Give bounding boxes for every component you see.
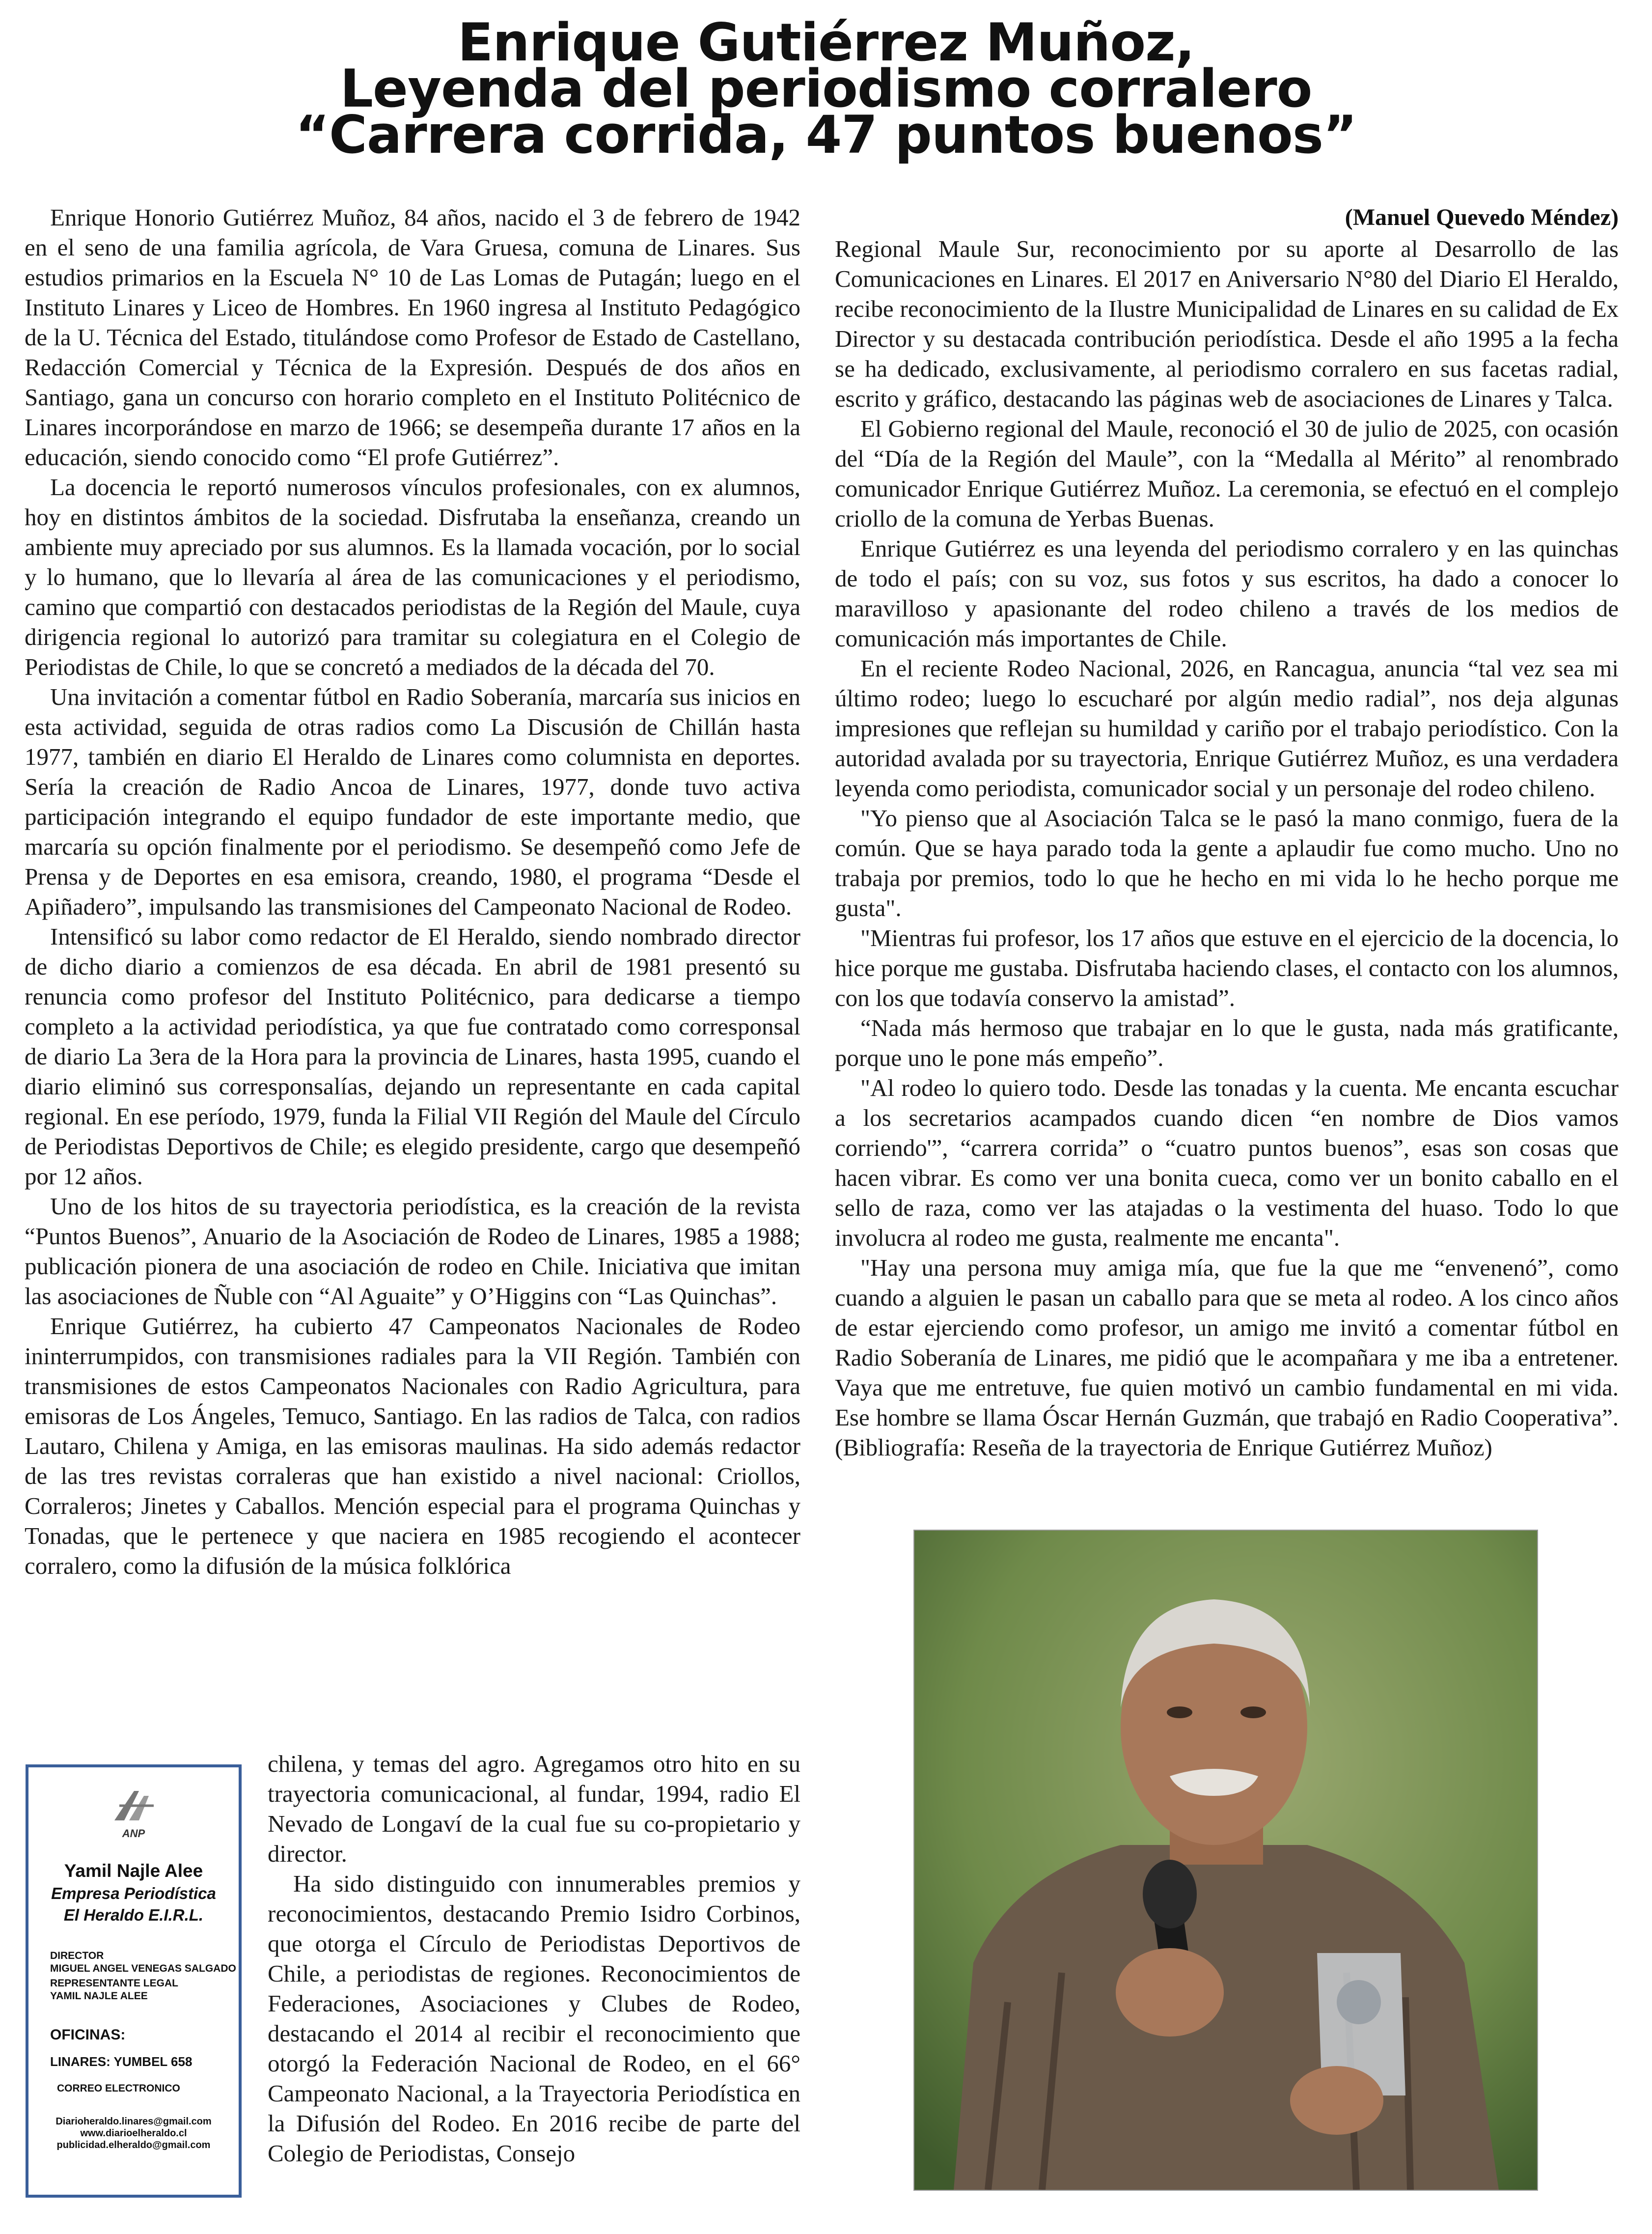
paragraph: Regional Maule Sur, reconocimiento por su aporte al Desarrollo de las Comunicaciones en Linares. El 2017 en Aniversario N°80 del Diario El Heraldo, recibe reconocimiento de la Ilustre Municipalidad de Linares en su calidad de Ex Director y su destacada contribución periodística. Desde el año 1995 a la fecha se ha dedicado, exclusivamente, al periodismo corralero en sus facetas radial, escrito y gráfico, destacando las páginas web de asociaciones de Linares y Talca. <box>835 235 1619 412</box>
portrait-illustration <box>914 1531 1537 2190</box>
quote-paragraph: "Mientras fui profesor, los 17 años que estuve en el ejercicio de la docencia, lo hice porque me gustaba. Disfrutaba haciendo clases, el contacto con los alumnos, con los que todavía conservo la amistad”. <box>835 924 1619 1011</box>
masthead-box <box>26 1764 242 2198</box>
left-column-continuation <box>268 1749 800 2168</box>
title-line-1: Enrique Gutiérrez Muñoz, <box>457 12 1195 73</box>
quote-paragraph: "Yo pienso que al Asociación Talca se le pasó la mano conmigo, fuera de la común. Que se haya parado toda la gente a aplaudir fue como mucho. Uno no trabaja por premios, todo lo que he hecho en mi vida lo he hecho porque me gusta". <box>835 805 1619 922</box>
advertising-email-link[interactable]: publicidad.elheraldo@gmail.com <box>56 2140 211 2150</box>
website-link[interactable]: www.diarioelheraldo.cl <box>80 2128 187 2139</box>
offices-label: OFICINAS: <box>50 2027 126 2043</box>
offices-value: LINARES: YUMBEL 658 <box>50 2054 193 2069</box>
representative-name: YAMIL NAJLE ALEE <box>50 1990 148 2002</box>
paragraph: Uno de los hitos de su trayectoria periodística, es la creación de la revista “Puntos Buenos”, Anuario de la Asociación de Rodeo de Linares, 1985 a 1988; publicación pionera de una asociación de rodeo en Chile. Iniciativa que imitan las asociaciones de Ñuble con “Al Aguaite” y O’Higgins con “Las Quinchas”. <box>25 1193 800 1310</box>
paragraph: Enrique Gutiérrez, ha cubierto 47 Campeonatos Nacionales de Rodeo ininterrumpidos, con transmisiones radiales para la VII Región. También con transmisiones de estos Campeonatos Nacionales con Radio Agricultura, para emisoras de Los Ángeles, Temuco, Santiago. En las radios de Talca, con radios Lautaro, Chilena y Amiga, en las emisoras maulinas. Ha sido además redactor de las tres revistas corraleras que han existido a nivel nacional: Criollos, Corraleros; Jinetes y Caballos. Mención especial para el programa Quinchas y Tonadas, que le pertenece y que naciera en 1985 recogiendo el acontecer corralero, como la difusión de la música folklórica <box>25 1312 800 1579</box>
company-line-2: El Heraldo E.I.R.L. <box>63 1906 204 1924</box>
paragraph: La docencia le reportó numerosos vínculos profesionales, con ex alumnos, hoy en distintos ámbitos de la sociedad. Disfrutaba la enseñanza, creando un ambiente muy apreciado por sus alumnos. Es la llamada vocación, por lo social y lo humano, que lo llevaría al área de las comunicaciones y el periodismo, camino que compartió con destacados periodistas de la Región del Maule, cuya dirigencia regional lo autorizó para tramitar su colegiatura en el Colegio de Periodistas de Chile, lo que se concretó a mediados de la década del 70. <box>25 474 800 680</box>
paragraph: El Gobierno regional del Maule, reconoció el 30 de julio de 2025, con ocasión del “Día de la Región del Maule”, con la “Medalla al Mérito” al renombrado comunicador Enrique Gutiérrez Muñoz. La ceremonia, se efectuó en el complejo criollo de la comuna de Yerbas Buenas. <box>835 415 1619 532</box>
left-column <box>25 202 800 1581</box>
title-line-3: “Carrera corrida, 47 puntos buenos” <box>295 105 1357 165</box>
anp-logo-icon <box>105 1781 164 1830</box>
trophy-emblem <box>1337 1980 1381 2024</box>
paragraph: Enrique Honorio Gutiérrez Muñoz, 84 años, nacido el 3 de febrero de 1942 en el seno de una familia agrícola, de Vara Gruesa, comuna de Linares. Sus estudios primarios en la Escuela N° 10 de Las Lomas de Putagán; luego en el Instituto Linares y Liceo de Hombres. En 1960 ingresa al Instituto Pedagógico de la U. Técnica del Estado, titulándose como Profesor de Estado de Castellano, Redacción Comercial y Técnica de la Expresión. Después de dos años en Santiago, gana un concurso con horario completo en el Instituto Politécnico de Linares incorporándose en marzo de 1966; se desempeña durante 17 años en la educación, siendo conocido como “El profe Gutiérrez”. <box>25 204 800 471</box>
quote-paragraph: "Al rodeo lo quiero todo. Desde las tonadas y la cuenta. Me encanta escuchar a los secretarios acampados cuando dicen “en nombre de Dios vamos corriendo'”, “carrera corrida” o “cuatro puntos buenos”, esas son cosas que hacen vibrar. Es como ver una bonita cueca, como ver un bonito caballo en el sello de raza, como ver las atajadas o la vestimenta del huaso. Todo lo que involucra al rodeo me gusta, realmente me encanta". <box>835 1074 1619 1251</box>
microphone-head <box>1143 1860 1197 1928</box>
article-title <box>0 12 1652 165</box>
title-line-2: Leyenda del periodismo corralero <box>340 58 1312 119</box>
left-eye <box>1167 1706 1192 1718</box>
company-line-1: Empresa Periodística <box>51 1884 216 1902</box>
owner-name: Yamil Najle Alee <box>64 1861 203 1881</box>
email-label: CORREO ELECTRONICO <box>57 2083 180 2094</box>
paragraph: chilena, y temas del agro. Agregamos otro hito en su trayectoria comunicacional, al fundar, 1994, radio El Nevado de Longaví de la cual fue su co-propietario y director. <box>268 1750 800 1867</box>
director-label: DIRECTOR <box>50 1950 104 1961</box>
right-eye <box>1240 1706 1266 1718</box>
quote-paragraph: "Hay una persona muy amiga mía, que fue la que me “envenenó”, como cuando a alguien le pasan un caballo para que se meta al rodeo. A los cinco años de estar ejerciendo como profesor, un amigo me invitó a comentar fútbol en Radio Soberanía de Linares, me pidió que le acompañara y me iba a entretener. Vaya que me entretuve, fue quien motivó un cambio fundamental en mi vida. Ese hombre se llama Óscar Hernán Guzmán, que trabajó en Radio Cooperativa”. (Bibliografía: Reseña de la trayectoria de Enrique Gutiérrez Muñoz) <box>835 1254 1619 1461</box>
representative-label: REPRESENTANTE LEGAL <box>50 1978 178 1989</box>
byline: (Manuel Quevedo Méndez) <box>1345 204 1619 230</box>
right-hand <box>1290 2066 1383 2135</box>
paragraph: Ha sido distinguido con innumerables premios y reconocimientos, destacando Premio Isidro Corbinos, que otorga el Círculo de Periodistas Deportivos de Chile, a periodistas de regiones. Reconocimientos de Federaciones, Asociaciones y Clubes de Rodeo, destacando el 2014 al recibir el reconocimiento que otorgó la Federación Nacional de Rodeo, en el 66° Campeonato Nacional, a la Trayectoria Periodística en la Difusión del Rodeo. En 2016 recibe de parte del Colegio de Periodistas, Consejo <box>268 1870 800 2167</box>
paragraph: Enrique Gutiérrez es una leyenda del periodismo corralero y en las quinchas de todo el país; con su voz, sus fotos y sus escritos, ha dado a conocer lo maravilloso y apasionante del rodeo chileno a través de los medios de comunicación más importantes de Chile. <box>835 535 1619 652</box>
logo-text: ANP <box>122 1827 145 1840</box>
paragraph: Intensificó su labor como redactor de El Heraldo, siendo nombrado director de dicho diario a comienzos de esa década. En abril de 1981 presentó su renuncia como profesor del Instituto Politécnico, para dedicarse a tiempo completo a la actividad periodística, ya que fue contratado como corresponsal de diario La 3era de la Hora para la provincia de Linares, hasta 1995, cuando el diario eliminó sus corresponsalías, dejando un representante en cada capital regional. En ese período, 1979, funda la Filial VII Región del Maule del Círculo de Periodistas Deportivos de Chile; es elegido presidente, cargo que desempeñó por 12 años. <box>25 923 800 1190</box>
quote-paragraph: “Nada más hermoso que trabajar en lo que le gusta, nada más gratificante, porque uno le pone más empeño”. <box>835 1014 1619 1071</box>
right-column <box>835 234 1619 1462</box>
paragraph: Una invitación a comentar fútbol en Radio Soberanía, marcaría sus inicios en esta actividad, seguida de otras radios como La Discusión de Chillán hasta 1977, también en diario El Heraldo de Linares como columnista en deportes. Sería la creación de Radio Ancoa de Linares, 1977, donde tuvo activa participación integrando el equipo fundador de este importante medio, que marcaría su opción finalmente por el periodismo. Se desempeñó como Jefe de Prensa y de Deportes en esa emisora, creando, 1980, el programa “Desde el Apiñadero”, impulsando las transmisiones del Campeonato Nacional de Rodeo. <box>25 683 800 920</box>
email-link[interactable]: Diarioheraldo.linares@gmail.com <box>55 2116 212 2127</box>
paragraph: En el reciente Rodeo Nacional, 2026, en Rancagua, anuncia “tal vez sea mi último rodeo; luego lo escucharé por algún medio radial”, nos deja algunas impresiones que reflejan su humildad y cariño por el trabajo periodístico. Con la autoridad avalada por su trayectoria, Enrique Gutiérrez Muñoz, es una verdadera leyenda como periodista, comunicador social y un personaje del rodeo chileno. <box>835 655 1619 802</box>
portrait-photo <box>913 1530 1538 2191</box>
left-hand <box>1116 1948 1224 2037</box>
director-name: MIGUEL ANGEL VENEGAS SALGADO <box>50 1963 236 1974</box>
